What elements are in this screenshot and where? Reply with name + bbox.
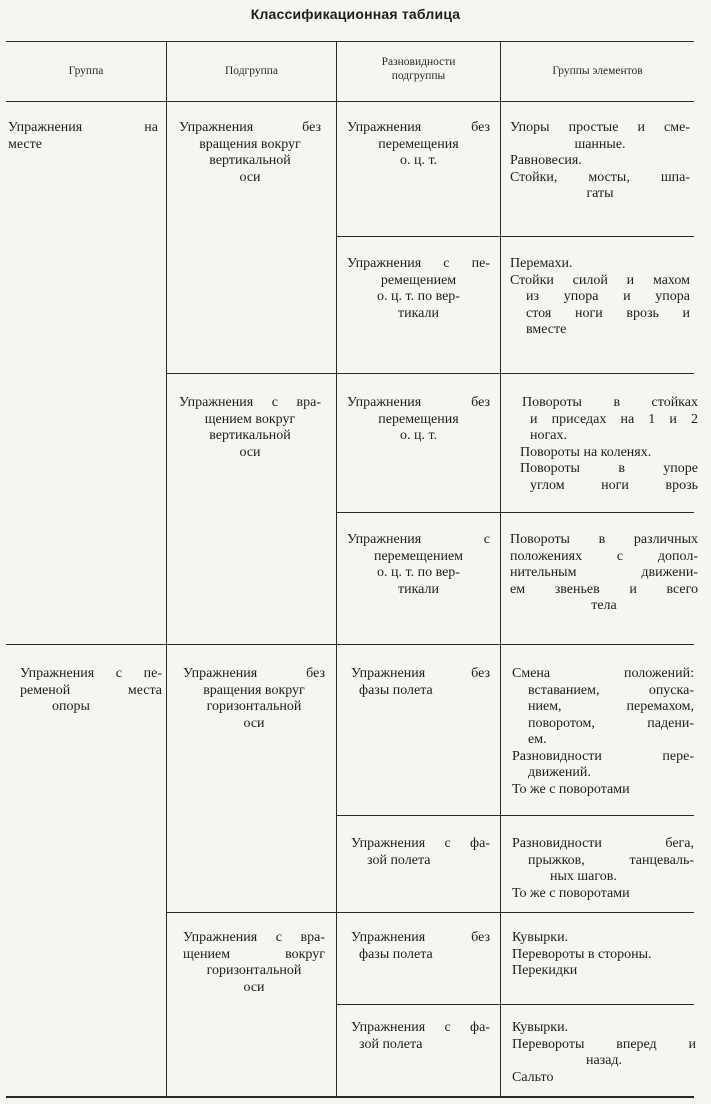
variety-cell	[351, 666, 490, 699]
subgroup-cell	[183, 930, 325, 996]
text-line: перемещения	[378, 136, 459, 152]
text-line: вертикальной	[209, 428, 291, 443]
text-line: вставанием, опуска-	[528, 682, 694, 698]
text-line: вертикальной	[209, 153, 291, 168]
header-group: Группа	[68, 65, 104, 77]
text-line: Упражнения с	[347, 532, 490, 547]
text-line: Сальто	[512, 1069, 554, 1085]
header-subgroup: Подгруппа	[224, 65, 279, 77]
text-line: стоя ноги врозь и	[526, 305, 690, 321]
text-line: вращения вокруг	[199, 136, 301, 152]
elements-cell	[510, 532, 698, 615]
text-line: Упражнения с фа-	[351, 836, 490, 851]
text-line: Повороты в упоре	[520, 461, 698, 476]
text-line: оси	[239, 169, 261, 185]
text-line: перемещения	[378, 411, 459, 427]
column-rule	[336, 42, 337, 1096]
text-line: То же с поворотами	[512, 781, 630, 797]
text-line: Повороты в различных	[510, 532, 698, 547]
text-line: месте	[8, 136, 42, 152]
text-line: перемещением	[373, 548, 464, 564]
text-line: Упоры простые и сме-	[510, 120, 690, 135]
text-line: То же с поворотами	[512, 885, 630, 901]
text-line: назад.	[585, 1053, 623, 1068]
text-line: гаты	[586, 186, 614, 201]
text-line: Упражнения без	[347, 395, 490, 410]
text-line: фазы полета	[359, 946, 433, 962]
text-line: Упражнения без	[179, 120, 321, 135]
text-line: ременой места	[20, 682, 162, 698]
text-line: прыжков, танцеваль-	[528, 852, 694, 868]
text-line: положениях с допол-	[510, 548, 698, 564]
text-line: Упражнения с вра-	[179, 395, 321, 410]
text-line: ремещением	[380, 272, 457, 288]
text-line: и приседах на 1 и 2	[530, 411, 698, 427]
text-line: Перевороты вперед и	[512, 1036, 696, 1052]
text-line: нительным движени-	[510, 565, 698, 580]
text-line: Стойки, мосты, шпа-	[510, 169, 690, 185]
variety-divider-rule	[336, 512, 694, 513]
variety-cell	[351, 1020, 490, 1053]
text-line: из упора и упора	[526, 289, 690, 304]
text-line: ем.	[528, 732, 547, 747]
text-line: Повороты на коленях.	[520, 444, 652, 460]
text-line: Перевороты в стороны.	[512, 946, 652, 962]
text-line: опоры	[52, 699, 90, 714]
text-line: оси	[243, 715, 265, 731]
text-line: зой полета	[367, 852, 431, 868]
variety-divider-rule	[336, 236, 694, 237]
elements-cell	[510, 256, 690, 339]
header-varieties-line: подгруппы	[391, 70, 446, 82]
variety-cell	[347, 256, 490, 322]
text-line: Смена положений:	[512, 666, 694, 681]
subgroup-cell	[179, 395, 321, 461]
text-line: Упражнения на	[8, 120, 158, 135]
header-elements: Группы элементов	[552, 65, 643, 77]
text-line: Упражнения с пе-	[20, 666, 162, 681]
variety-cell	[351, 930, 490, 963]
variety-cell	[351, 836, 490, 869]
subgroup-cell	[179, 120, 321, 186]
group-cell	[12, 666, 162, 716]
text-line: Перекидки	[512, 963, 578, 978]
variety-cell	[347, 532, 490, 598]
text-line: Упражнения с пе-	[347, 256, 490, 271]
subgroup-cell	[183, 666, 325, 732]
text-line: о. ц. т. по вер-	[377, 289, 460, 304]
variety-cell	[347, 395, 490, 445]
subgroup-divider-rule	[166, 373, 694, 374]
subgroup-divider-rule	[166, 912, 694, 913]
text-line: оси	[243, 979, 265, 995]
text-line: вращения вокруг	[203, 682, 305, 698]
text-line: тела	[591, 598, 617, 613]
text-line: шанные.	[574, 136, 626, 152]
text-line: зой полета	[359, 1036, 423, 1052]
elements-cell	[512, 930, 698, 980]
variety-cell	[347, 120, 490, 170]
elements-cell	[510, 395, 698, 494]
text-line: фазы полета	[359, 682, 433, 698]
text-line: вместе	[526, 322, 567, 337]
text-line: нием, перемахом,	[528, 699, 694, 714]
header-varieties-line: Разновидности	[381, 56, 456, 68]
text-line: Разновидности пере-	[512, 748, 694, 764]
text-line: Упражнения с фа-	[351, 1020, 490, 1035]
text-line: углом ноги врозь	[530, 477, 698, 493]
variety-divider-rule	[336, 1004, 694, 1005]
text-line: поворотом, падени-	[528, 715, 694, 731]
text-line: Кувырки.	[512, 1020, 569, 1035]
group-divider-rule	[6, 644, 694, 645]
text-line: щением вокруг	[204, 411, 296, 427]
text-line: Упражнения с вра-	[183, 930, 325, 945]
text-line: Перемахи.	[510, 256, 573, 271]
text-line: Равновесия.	[510, 153, 582, 168]
elements-cell	[512, 836, 694, 902]
text-line: щением вокруг	[183, 946, 325, 962]
text-line: Упражнения без	[347, 120, 490, 135]
table-bottom-rule	[6, 1096, 694, 1098]
text-line: ногах.	[530, 428, 567, 443]
header-varieties	[337, 55, 500, 83]
column-rule	[166, 42, 167, 1096]
elements-cell	[512, 1020, 696, 1086]
elements-cell	[512, 666, 694, 798]
text-line: Упражнения без	[183, 666, 325, 681]
variety-divider-rule	[336, 815, 694, 816]
page-title: Классификационная таблица	[250, 6, 461, 22]
elements-cell	[510, 120, 690, 203]
table-top-rule	[6, 41, 694, 42]
text-line: оси	[239, 444, 261, 460]
header-bottom-rule	[6, 101, 694, 102]
text-line: горизонтальной	[206, 963, 302, 978]
text-line: ных шагов.	[550, 869, 617, 884]
column-rule	[500, 42, 501, 1096]
text-line: о. ц. т.	[399, 153, 438, 168]
text-line: горизонтальной	[206, 699, 302, 714]
text-line: о. ц. т. по вер-	[377, 565, 460, 580]
text-line: Разновидности бега,	[512, 836, 694, 851]
text-line: о. ц. т.	[399, 428, 438, 443]
text-line: движений.	[528, 765, 591, 780]
text-line: ем звеньев и всего	[510, 581, 698, 597]
text-line: Стойки силой и махом	[510, 272, 690, 288]
text-line: Повороты в стойках	[522, 395, 698, 410]
group-cell	[8, 120, 158, 153]
text-line: Кувырки.	[512, 930, 569, 945]
text-line: тикали	[397, 305, 439, 321]
text-line: тикали	[397, 581, 439, 597]
text-line: Упражнения без	[351, 666, 490, 681]
text-line: Упражнения без	[351, 930, 490, 945]
